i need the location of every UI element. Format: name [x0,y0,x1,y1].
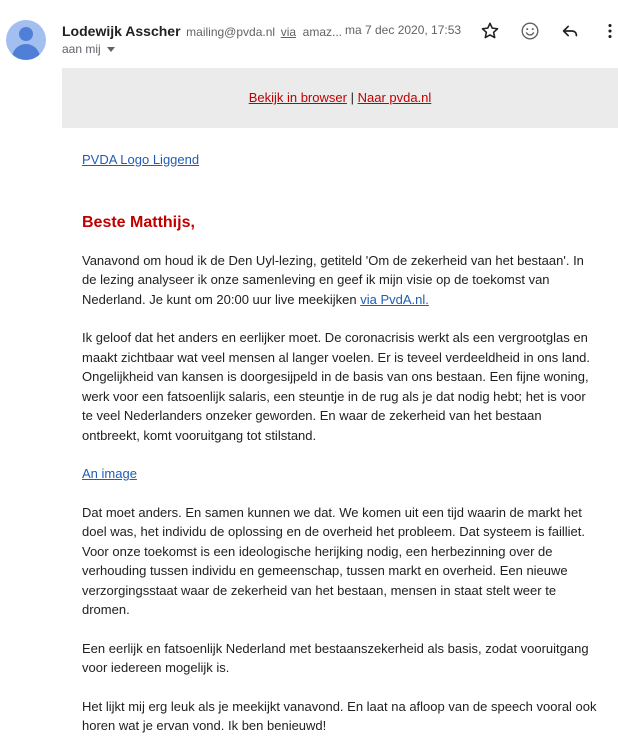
paragraph-2: Ik geloof dat het anders en eerlijker moet. De coronacrisis werkt als een vergrootglas en maakt zichtbaar wat veel mensen al langer voelen. Er is teveel verdeeldheid in ons land. Ongelijkheid van kansen is doorgesijpeld in de basis van ons bestaan. Een fijne woning, werk voor een fatsoenlijk salaris, een steuntje in de rug als je dat nodig hebt; het is voor te veel Nederlanders onzeker geworden. En waar de zekerheid van het bestaan ontbreekt, komt vooruitgang tot stilstand. [82,330,591,443]
sender-name[interactable]: Lodewijk Asscher [62,23,181,39]
banner-separator: | [350,90,354,105]
via-label[interactable]: via [280,25,297,39]
pvda-site-link[interactable]: Naar pvda.nl [357,90,432,105]
paragraph-5: Het lijkt mij erg leuk als je meekijkt vanavond. En laat na afloop van de speech vooral ook horen wat je ervan vond. Ik ben benieuwd! [82,698,597,733]
avatar-head [19,27,33,41]
recipient-toggle[interactable] [62,42,115,56]
email-date: ma 7 dec 2020, 17:53 [345,23,462,37]
recipient-label: aan mij [62,42,101,56]
paragraph-1 [82,251,600,310]
email-banner [62,68,618,128]
paragraph-1-text: Vanavond om houd ik de Den Uyl-lezing, getiteld 'Om de zekerheid van het bestaan'. In de lezing analyseer ik onze samenleving en geef ik mijn visie op de toekomst van Nederland. Je kunt om 20:00 uur live meekijken [82,252,584,307]
star-icon[interactable] [479,20,501,42]
avatar-body [12,44,40,60]
email-header [0,0,618,68]
email-body [82,150,600,755]
sender-email: mailing@pvda.nl [186,25,276,39]
greeting: Beste Matthijs, [82,213,195,231]
paragraph-4: Een eerlijk en fatsoenlijk Nederland met bestaanszekerheid als basis, zodat vooruitgang voor iedereen mogelijk is. [82,640,589,675]
view-in-browser-link[interactable]: Bekijk in browser [248,90,347,105]
reply-icon[interactable] [559,20,581,42]
emoji-icon[interactable] [519,20,541,42]
more-vert-icon[interactable] [599,20,618,42]
pvda-logo-link[interactable]: PVDA Logo Liggend [82,152,200,167]
pvda-live-link[interactable]: via PvdA.nl. [360,291,429,307]
chevron-down-icon [107,47,115,52]
image-link[interactable]: An image [82,466,137,481]
via-target: amaz... [302,25,343,39]
banner-links [62,90,618,105]
paragraph-3: Dat moet anders. En samen kunnen we dat. We komen uit een tijd waarin de markt het doel was, het individu de oplossing en de overheid het probleem. Dat systeem is failliet. Voor onze toekomst is een ideologische herijking nodig, een herbezinning over de verhouding tussen individu en gemeenschap, tussen markt en overheid. Een nieuwe verzorgingsstaat waar de zekerheid van het bestaan, mensen in staat stelt weer te dromen. [82,504,585,617]
sender-line [62,22,342,41]
avatar-icon[interactable] [6,20,46,60]
